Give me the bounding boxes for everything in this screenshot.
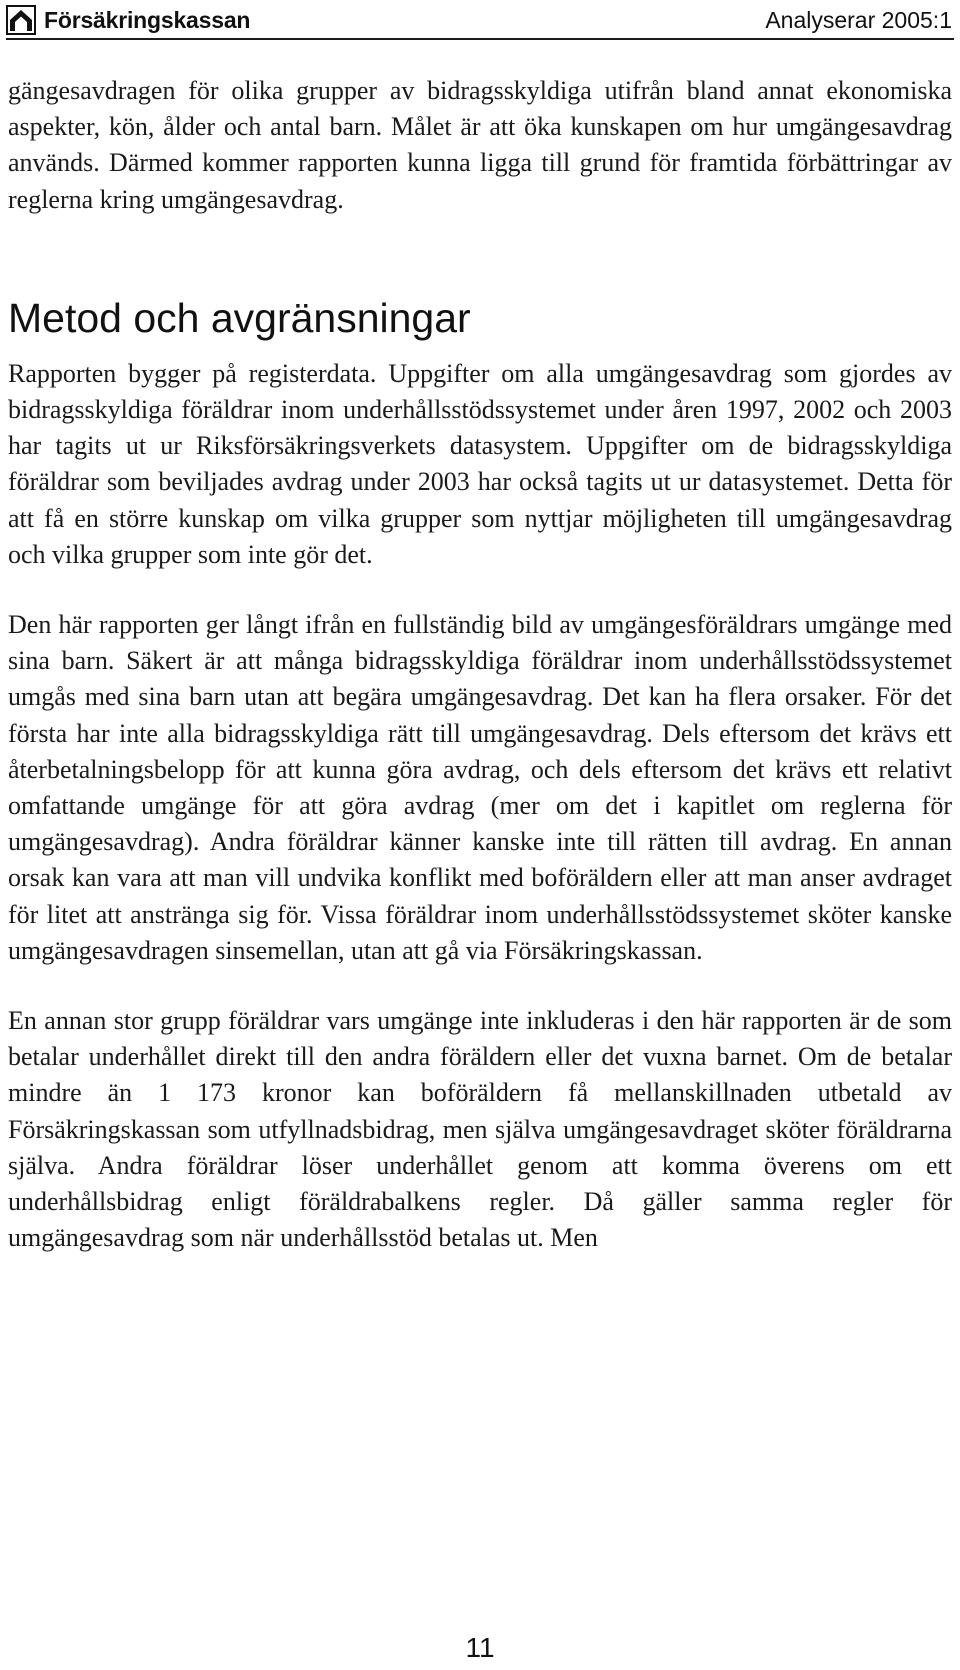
- paragraph-other-group: En annan stor grupp föräldrar vars umgänge inte inkluderas i den här rapporten är de som betalar underhållet direkt till den andra föräldern eller det vuxna barnet. Om de betalar mindre än 1 173 kronor kan boföräldern få mellanskillnaden utbetald av Försäkringskassan som utfyllnadsbidrag, men själva umgängesavdraget sköter föräldrarna själva. Andra föräldrar löser underhållet genom att komma överens om ett underhållsbidrag enligt föräldrabalkens regler. Då gäller samma regler för umgängesavdrag som när underhållsstöd betalas ut. Men: [8, 1006, 952, 1253]
- page-content: [8, 73, 952, 1256]
- page-number: 11: [465, 1632, 495, 1663]
- section-heading: Metod och avgränsningar: [8, 294, 471, 341]
- logo: [6, 5, 250, 35]
- paragraph-intro: gängesavdragen för olika grupper av bidragsskyldiga utifrån bland annat ekonomiska aspekter, kön, ålder och antal barn. Målet är att öka kunskapen om hur umgängesavdrag används. Därmed kommer rapporten kunna ligga till grund för framtida förbättringar av reglerna kring umgängesavdrag.: [8, 76, 952, 214]
- paragraph-limits: Den här rapporten ger långt ifrån en fullständig bild av umgängesföräldrars umgänge med sina barn. Säkert är att många bidragsskyldiga föräldrar inom underhållsstödssystemet umgås med sina barn utan att begära umgängesavdrag. Det kan ha flera orsaker. För det första har inte alla bidragsskyldiga rätt till umgängesavdrag. Dels eftersom det krävs ett återbetalningsbelopp för att kunna göra avdrag, och dels eftersom det krävs ett relativt omfattande umgänge för att göra avdrag (mer om det i kapitlet om reglerna för umgängesavdrag). Andra föräldrar känner kanske inte till rätten till avdrag. En annan orsak kan vara att man vill undvika konflikt med boföräldern eller att man anser avdraget för litet att anstränga sig för. Vissa föräldrar inom underhållsstödssystemet sköter kanske umgängesavdragen sinsemellan, utan att gå via Försäkringskassan.: [8, 610, 952, 965]
- page-header: [6, 4, 954, 40]
- logo-text: Försäkringskassan: [44, 7, 251, 33]
- house-logo-icon: [6, 5, 36, 35]
- document-reference: Analyserar 2005:1: [765, 7, 952, 33]
- paragraph-method: Rapporten bygger på registerdata. Uppgifter om alla umgängesavdrag som gjordes av bidragsskyldiga föräldrar inom underhållsstödssystemet under åren 1997, 2002 och 2003 har tagits ut ur Riksförsäkringsverkets datasystem. Uppgifter om de bidragsskyldiga föräldrar som beviljades avdrag under 2003 har också tagits ut ur datasystemet. Detta för att få en större kunskap om vilka grupper som nyttjar möjligheten till umgängesavdrag och vilka grupper som inte gör det.: [8, 358, 952, 569]
